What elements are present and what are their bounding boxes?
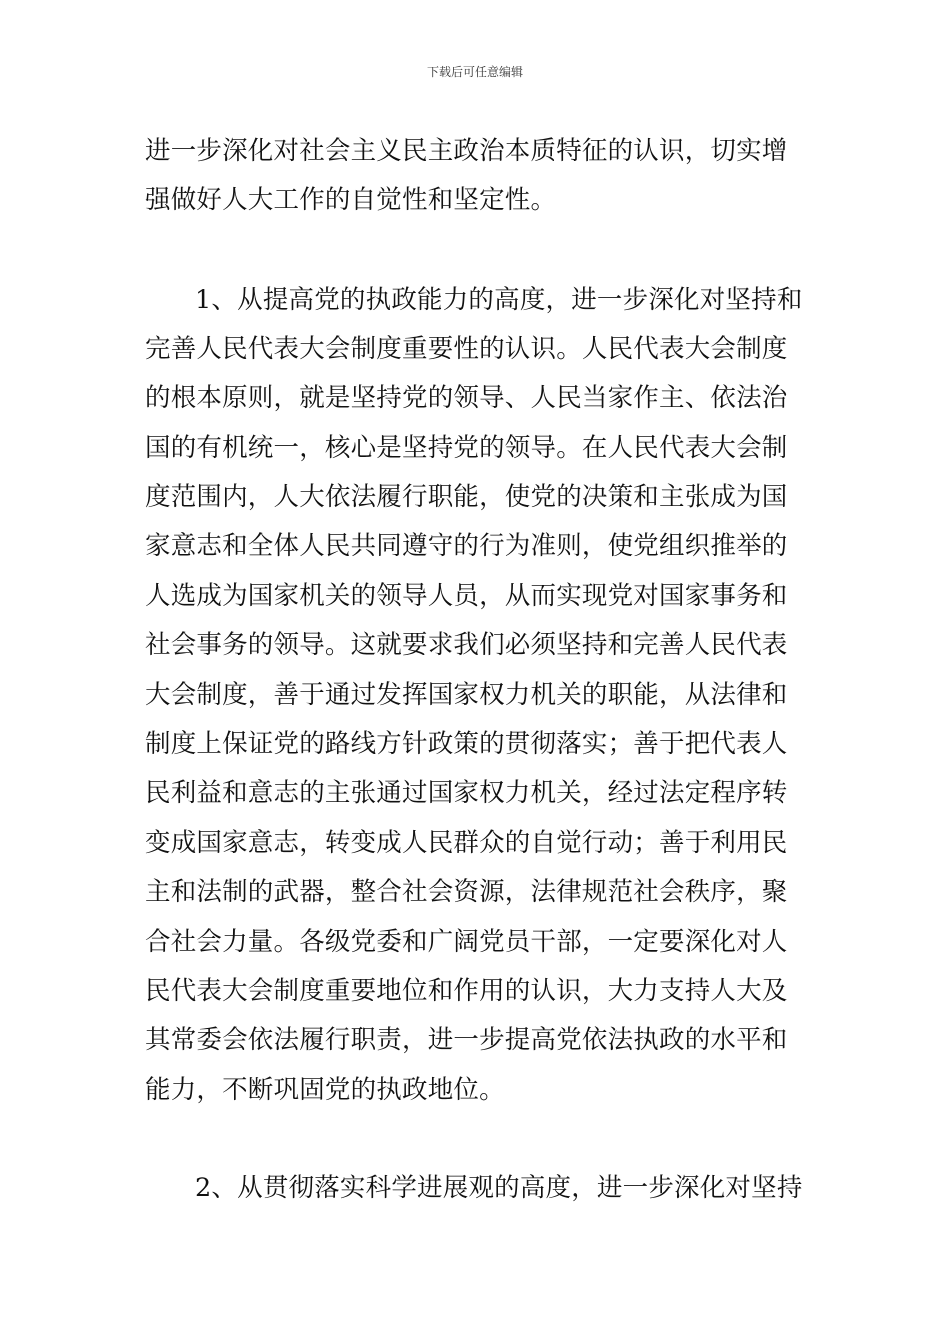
paragraph-2-line-10: 制度上保证党的路线方针政策的贯彻落实；善于把代表人 [145, 729, 788, 759]
paragraph-2-line-15: 民代表大会制度重要地位和作用的认识，大力支持人大及 [145, 976, 788, 1006]
paragraph-2-line-17: 能力，不断巩固党的执政地位。 [145, 1075, 505, 1105]
paragraph-2-line-11: 民利益和意志的主张通过国家权力机关，经过法定程序转 [145, 778, 788, 808]
paragraph-1-line-2: 强做好人大工作的自觉性和坚定性。 [145, 185, 557, 215]
paragraph-2-line-5: 度范围内，人大依法履行职能，使党的决策和主张成为国 [145, 482, 788, 512]
paragraph-2-line-14: 合社会力量。各级党委和广阔党员干部，一定要深化对人 [145, 927, 788, 957]
paragraph-2-line-16: 其常委会依法履行职责，进一步提高党依法执政的水平和 [145, 1025, 788, 1055]
paragraph-1-line-1: 进一步深化对社会主义民主政治本质特征的认识，切实增 [145, 136, 788, 166]
paragraph-2-line-7: 人选成为国家机关的领导人员，从而实现党对国家事务和 [145, 581, 788, 611]
paragraph-2-line-4: 国的有机统一，核心是坚持党的领导。在人民代表大会制 [145, 433, 788, 463]
paragraph-2-line-8: 社会事务的领导。这就要求我们必须坚持和完善人民代表 [145, 630, 788, 660]
paragraph-2-line-1: 1、从提高党的执政能力的高度，进一步深化对坚持和 [195, 285, 803, 315]
paragraph-3-line-1: 2、从贯彻落实科学进展观的高度，进一步深化对坚持 [195, 1173, 803, 1203]
paragraph-2-line-2: 完善人民代表大会制度重要性的认识。人民代表大会制度 [145, 334, 788, 364]
page-header: 下载后可任意编辑 [426, 65, 523, 79]
paragraph-2-line-3: 的根本原则，就是坚持党的领导、人民当家作主、依法治 [145, 383, 788, 413]
paragraph-2-line-12: 变成国家意志，转变成人民群众的自觉行动；善于利用民 [145, 828, 788, 858]
paragraph-2-line-9: 大会制度，善于通过发挥国家权力机关的职能，从法律和 [145, 680, 788, 710]
paragraph-2-line-13: 主和法制的武器，整合社会资源，法律规范社会秩序，聚 [145, 877, 788, 907]
paragraph-2-line-6: 家意志和全体人民共同遵守的行为准则，使党组织推举的 [145, 531, 788, 561]
